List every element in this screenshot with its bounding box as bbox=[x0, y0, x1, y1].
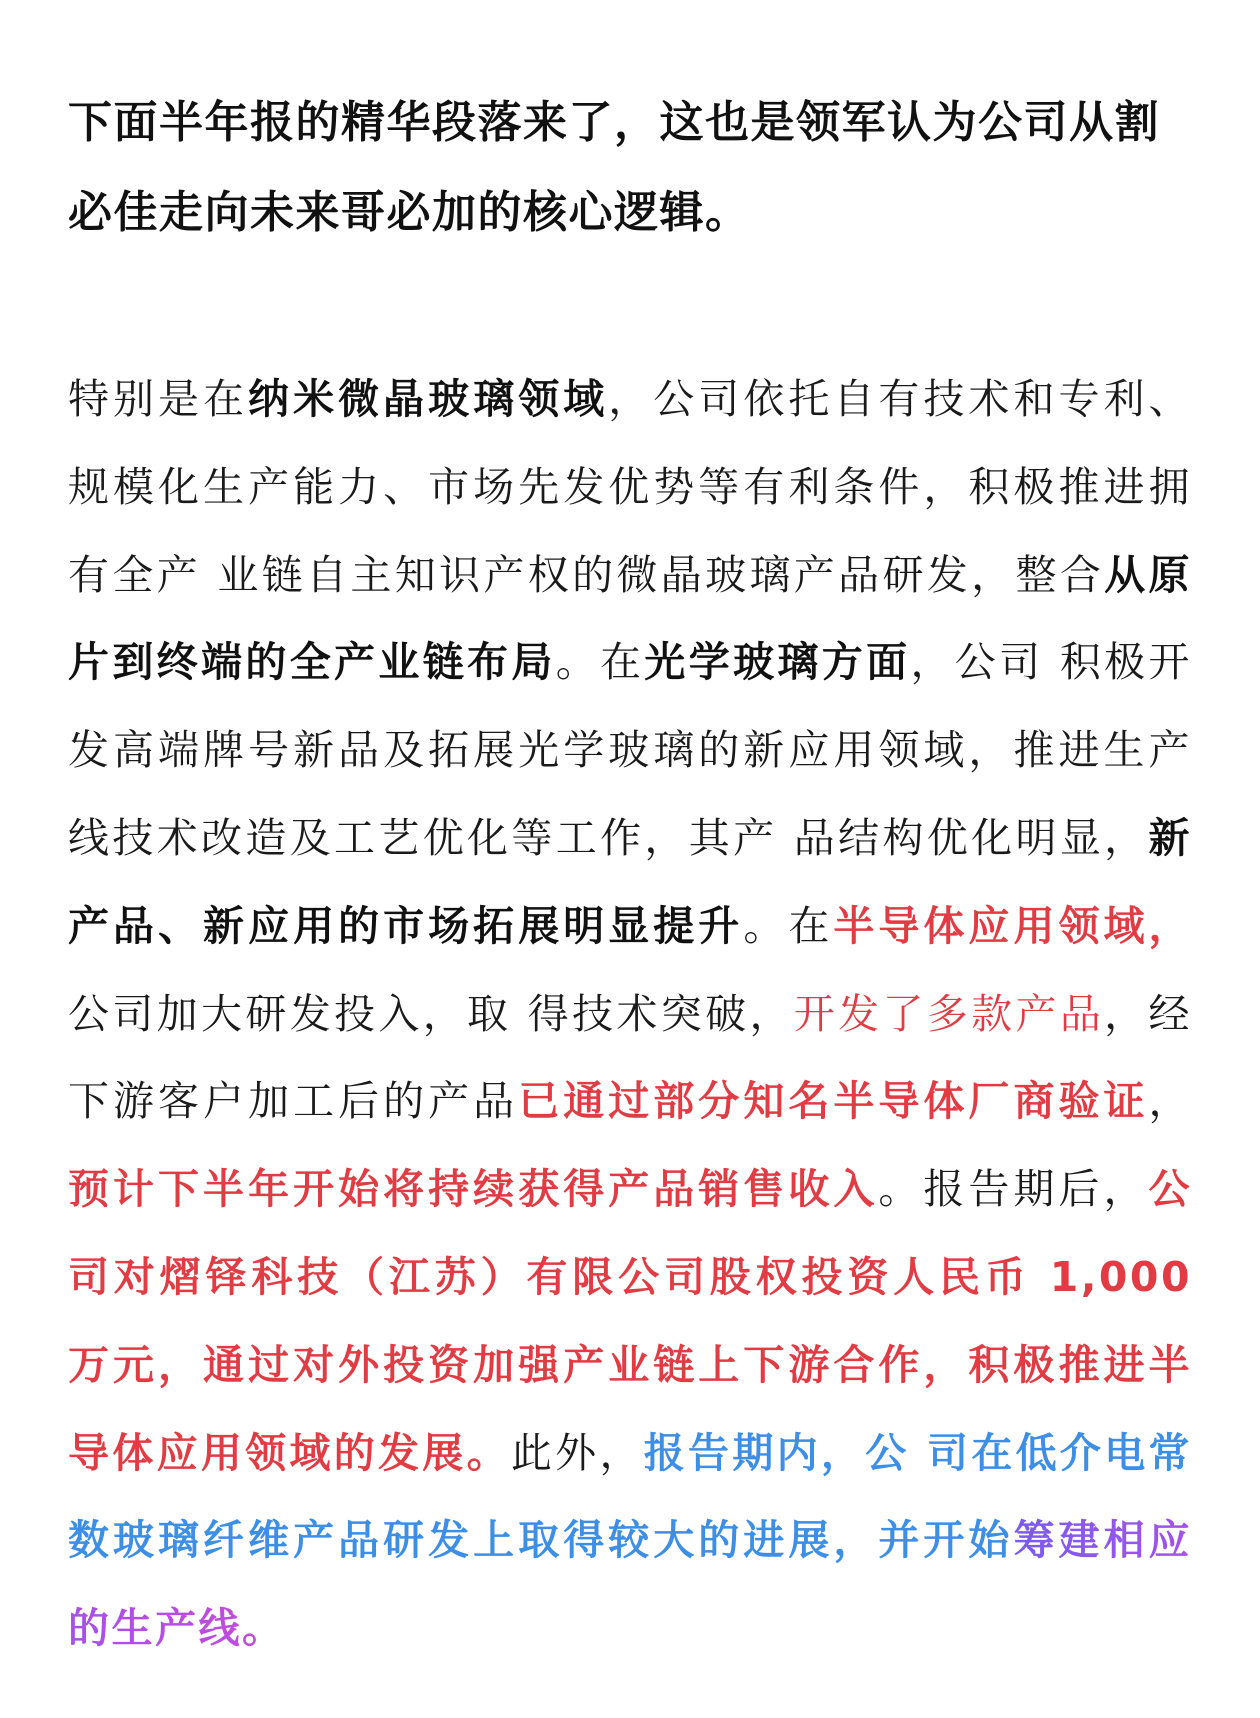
highlight-bold: 光学玻璃方面 bbox=[644, 638, 911, 687]
text-segment: 公司加大研发投入，取 得技术突破， bbox=[68, 989, 794, 1038]
text-segment: ， bbox=[1148, 1077, 1193, 1126]
text-segment: 。在 bbox=[555, 638, 645, 687]
highlight-bold: 从原片到终端的全产业链布局 bbox=[68, 550, 1193, 687]
article-paragraph bbox=[68, 356, 1192, 1673]
text-segment: 特别是在 bbox=[68, 375, 249, 423]
highlight-purple-bold: 筹建相应的生产线。 bbox=[68, 1516, 1192, 1653]
highlight-red-bold: 预计下半年开始将持续获得产品销售收入 bbox=[68, 1165, 879, 1214]
text-segment: ，公司 积极开发高端牌号新品及拓展光学玻璃的新应用领域，推进生产线技术改造及工艺优化等工作，其产 品结构优化明显， bbox=[68, 638, 1192, 862]
highlight-red-bold: 已通过部分知名半导体厂商验证 bbox=[518, 1077, 1149, 1126]
text-segment: ，公司依托自有技术和专利、规模化生产能力、市场先发优势等有利条件，积极推进拥有全产 业链自主知识产权的微晶玻璃产品研发，整合 bbox=[68, 375, 1193, 599]
text-segment: 。在 bbox=[743, 901, 834, 950]
text-segment: ，经下游客户加工后的产品 bbox=[68, 989, 1193, 1126]
highlight-red-bold: 半导体应用领域， bbox=[833, 901, 1193, 950]
highlight-blue-bold: 报告期内，公 司在低介电常数玻璃纤维产品研发上取得较大的进展，并开始 bbox=[68, 1428, 1193, 1565]
highlight-red-bold: 公司对熠铎科技（江苏）有限公司股权投资人民币 1,000 万元，通过对外投资加强产业链上下游合作，积极推进半导体应用领域的发展。 bbox=[68, 1165, 1192, 1477]
article-heading: 下面半年报的精华段落来了，这也是领军认为公司从割必佳走向未来哥必加的核心逻辑。 bbox=[68, 97, 1160, 238]
text-segment: 。报告期后， bbox=[878, 1165, 1149, 1214]
text-segment: 此外， bbox=[510, 1428, 644, 1477]
highlight-bold: 纳米微晶玻璃领域 bbox=[248, 375, 609, 423]
highlight-red: 开发了多款产品 bbox=[793, 989, 1105, 1038]
highlight-bold: 新产品、新应用的市场拓展明显提升 bbox=[68, 813, 1192, 950]
